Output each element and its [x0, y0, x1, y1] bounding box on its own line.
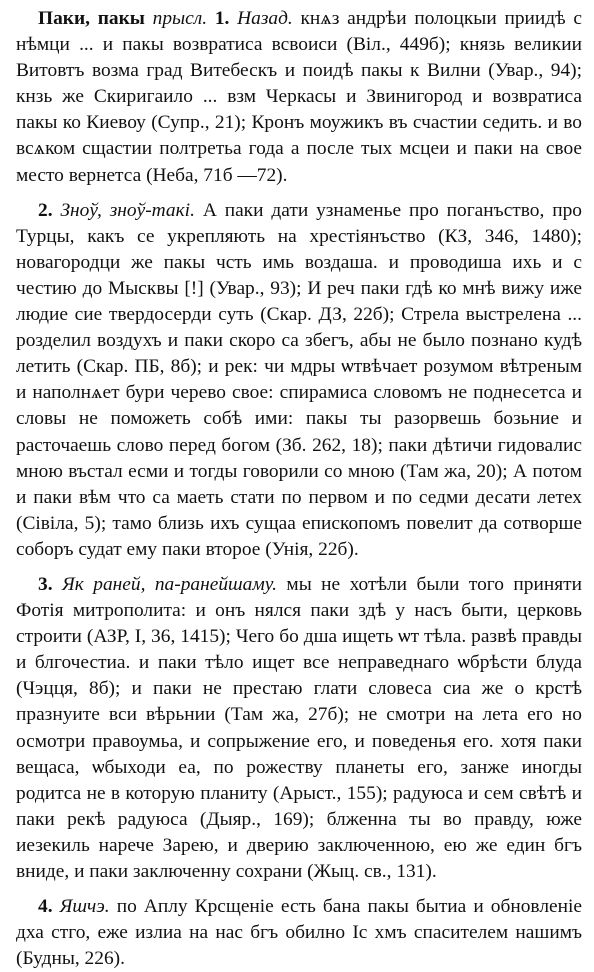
- sense-2-gloss: Зноў, зноў-такі.: [60, 199, 195, 221]
- sense-3-gloss: Як раней, па-ранейшаму.: [62, 573, 277, 595]
- sense-3-citations: мы не хотѣли были того приняти Фотія митрополита: и онъ нялся паки здѣ у насъ быти, церковь строити (АЗР, I, 36, 1415); Чего бо дша ищеть ѡт тѣла. развѣ правды и блгочестиа. и паки тѣло ищет все неправеднаго ѡбрѣсти блуда (Чэцця, 8б); и паки не престаю глати словеса сиа же о крстѣ празнуите вси вѣрьнии (Там жа, 27б); не смотри на лета его но осмотри правоумьа, и сопрыжение его, и поведенья его. хотя паки вещаса, ѡбыходи еа, по рожеству планеты его, занже иногды родитса не в которую планиту (Арыст., 155); радуюса и сем свѣтѣ и паки рекѣ радуюса (Дыяр., 169); блженна ты во правду, юже иезекиль нарече Зарею, и дверию заключенною, ею же един бгъ вниде, и паки заключенну сохрани (Жыц. св., 131).: [16, 573, 582, 882]
- sense-2-number: 2.: [38, 199, 53, 221]
- headword: Паки, пакы: [38, 8, 145, 29]
- sense-3: [16, 572, 582, 885]
- sense-1-citations: кнѧз андрѣи полоцкыи приидѣ с нѣмци ... и пакы возвратиса всвоиси (Віл., 449б); князь великии Витовтъ возма град Витебескъ и поидѣ пакы к Вилни (Увар., 94); кнзь же Скиригаило ... взм Черкасы и Звинигород и возвратиса пакы ко Киевоу (Супр., 21); Кронъ моужикъ въ счастии седить. и во всѧком сщастии полтретьа года а после тых мсцеи и паки на свое место вернетса (Неба, 71б —72).: [16, 8, 583, 186]
- sense-2: [16, 198, 582, 563]
- part-of-speech: прысл.: [152, 8, 208, 29]
- sense-4: [16, 894, 582, 972]
- sense-1: [16, 6, 582, 189]
- sense-4-gloss: Яшчэ.: [59, 896, 110, 918]
- sense-4-number: 4.: [38, 896, 53, 918]
- sense-2-citations: А паки дати узнаменье про поганъство, про Турцы, какъ се укрепляють на хрестіянъство (КЗ, 346, 1480); новагородци же пакы чсть имь воздаша. и проводиша ихь и с честию до Мысквы [!] (Увар., 93); И реч паки гдѣ ко мнѣ вижу иже людие сие твердосерди суть (Скар. ДЗ, 22б); Стрела выстрелена ... розделил воздухъ и паки скоро са збегъ, абы не было познано кудѣ летить (Скар. ПБ, 8б); и рек: чи мдры ѡтвѣчает розумом вѣтреным и наполнѧет бури черево свое: спирамиса словомъ не поднесетса и словы не поможеть собѣ ими: пакы ты разорвешь бозьние и расточаешь слово перед богом (Зб. 262, 18); паки дѣтичи гидовалис мною въстал есми и тогды говорили со мною (Там жа, 20); А потом и паки вѣм что са маеть стати по первом и по седми десати летех (Сівіла, 5); тамо близь ихъ сущаа епископомъ повелит да сотворше соборъ судат ему паки второе (Унія, 22б).: [16, 199, 582, 560]
- sense-1-number: 1.: [214, 8, 230, 29]
- sense-4-citations: по Аплу Крсщеніе есть бана пакы бытиа и обновленіе дха стго, еже излиа на нас бгъ обилно Іс хмъ спасителем нашимъ (Будны, 226).: [16, 896, 582, 970]
- sense-1-gloss: Назад.: [237, 8, 293, 29]
- sense-3-number: 3.: [38, 573, 53, 595]
